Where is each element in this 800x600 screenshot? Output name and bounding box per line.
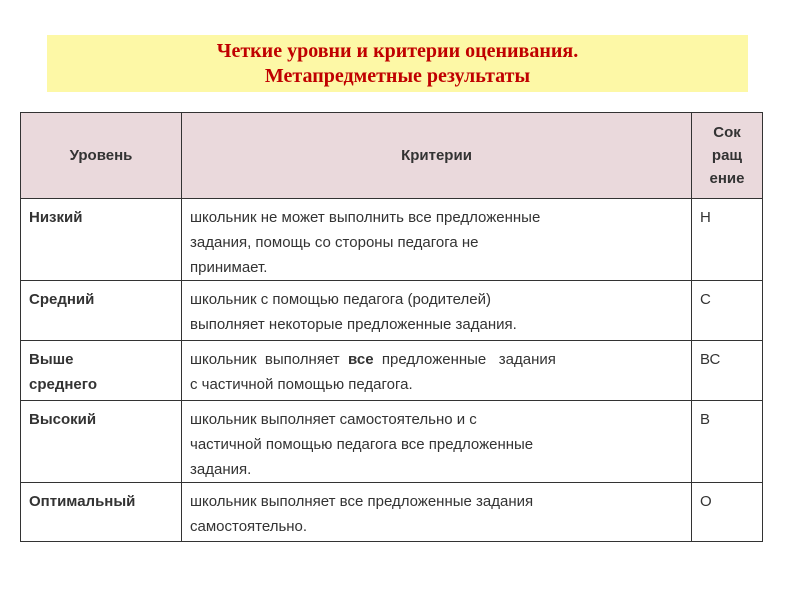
criteria-cell <box>182 341 692 401</box>
criteria-cell <box>182 281 692 341</box>
criteria-text-line: самостоятельно. <box>190 518 308 535</box>
level-cell: Высокий <box>21 401 182 483</box>
level-cell <box>21 341 182 401</box>
criteria-text-line: задания, помощь со стороны педагога не <box>190 234 479 251</box>
criteria-cell <box>182 401 692 483</box>
page-title-line-1: Четкие уровни и критерии оценивания. <box>216 39 579 62</box>
header-criteria: Критерии <box>182 113 692 199</box>
header-abbr-line-2: ращ <box>711 147 743 164</box>
criteria-text-post: предложенные задания <box>373 351 556 368</box>
page-title-line-2: Метапредметные результаты <box>264 64 531 87</box>
criteria-text-line: с частичной помощью педагога. <box>190 376 413 393</box>
criteria-text-line: принимает. <box>190 259 268 276</box>
level-cell: Оптимальный <box>21 483 182 542</box>
criteria-cell <box>182 199 692 281</box>
table-header-row <box>21 113 763 199</box>
header-abbreviation <box>692 113 763 199</box>
table-row-optimal <box>21 483 763 542</box>
criteria-text-bold: все <box>348 351 374 368</box>
header-abbr-line-1: Сок <box>713 124 741 141</box>
level-text-line: Выше <box>29 351 74 368</box>
criteria-text-line: школьник не может выполнить все предложенные <box>190 209 541 226</box>
criteria-cell <box>182 483 692 542</box>
abbreviation-cell: О <box>692 483 763 542</box>
criteria-text-pre: школьник выполняет <box>190 351 348 368</box>
abbreviation-cell: ВС <box>692 341 763 401</box>
criteria-table <box>20 112 763 542</box>
table-row-medium <box>21 281 763 341</box>
abbreviation-cell: Н <box>692 199 763 281</box>
table-row-low <box>21 199 763 281</box>
level-cell: Средний <box>21 281 182 341</box>
table-row-above-medium <box>21 341 763 401</box>
header-level: Уровень <box>21 113 182 199</box>
criteria-text-line: школьник с помощью педагога (родителей) <box>190 291 491 308</box>
abbreviation-cell: В <box>692 401 763 483</box>
criteria-text-line: выполняет некоторые предложенные задания. <box>190 316 517 333</box>
criteria-text-line: школьник выполняет все предложенные задания <box>190 493 534 510</box>
level-text-line: среднего <box>29 376 97 393</box>
table-row-high <box>21 401 763 483</box>
criteria-text-line: частичной помощью педагога все предложенные <box>190 436 534 453</box>
header-abbr-line-3: ение <box>709 170 745 187</box>
abbreviation-cell: С <box>692 281 763 341</box>
title-banner <box>47 35 748 92</box>
level-cell: Низкий <box>21 199 182 281</box>
criteria-text-line: задания. <box>190 461 252 478</box>
criteria-text-line: школьник выполняет самостоятельно и с <box>190 411 477 428</box>
criteria-text-line <box>190 347 687 372</box>
